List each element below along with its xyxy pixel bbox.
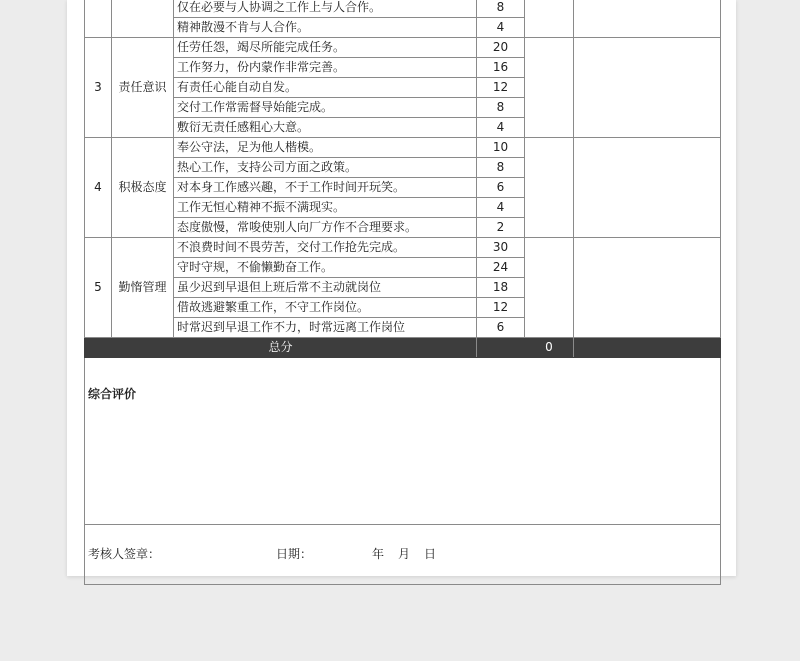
criteria-description-cell: 虽少迟到早退但上班后常不主动就岗位 <box>174 278 477 298</box>
comment-cell[interactable] <box>85 358 721 525</box>
signature-cell[interactable] <box>85 525 721 585</box>
criteria-description-cell: 借故逃避繁重工作，不守工作岗位。 <box>174 298 477 318</box>
date-year-label: 年 <box>372 547 385 561</box>
rating-input-cell[interactable] <box>525 38 574 138</box>
criteria-score-cell: 18 <box>477 278 525 298</box>
criteria-description-cell: 仅在必要与人协调之工作上与人合作。 <box>174 0 477 18</box>
criteria-description-cell: 工作无恒心精神不振不满现实。 <box>174 198 477 218</box>
evaluation-table-body <box>85 0 721 585</box>
reviewer-signature-label: 考核人签章： <box>88 547 161 561</box>
category-cell: 勤惰管理 <box>112 238 174 338</box>
item-number-cell: 4 <box>85 138 112 238</box>
criteria-score-cell: 12 <box>477 298 525 318</box>
remark-input-cell[interactable] <box>574 0 721 38</box>
criteria-description-cell: 热心工作，支持公司方面之政策。 <box>174 158 477 178</box>
criteria-score-cell: 8 <box>477 158 525 178</box>
criteria-score-cell: 8 <box>477 98 525 118</box>
total-value[interactable]: 0 <box>525 338 574 358</box>
comment-label: 综合评价 <box>88 387 137 401</box>
remark-input-cell[interactable] <box>574 38 721 138</box>
criteria-row <box>85 138 721 158</box>
category-cell <box>112 0 174 38</box>
criteria-description-cell: 敷衍无责任感粗心大意。 <box>174 118 477 138</box>
evaluation-table <box>84 0 721 585</box>
signature-row <box>85 525 721 585</box>
criteria-description-cell: 有责任心能自动自发。 <box>174 78 477 98</box>
criteria-score-cell: 6 <box>477 178 525 198</box>
category-cell: 积极态度 <box>112 138 174 238</box>
criteria-row <box>85 38 721 58</box>
criteria-description-cell: 交付工作常需督导始能完成。 <box>174 98 477 118</box>
criteria-score-cell: 12 <box>477 78 525 98</box>
date-month-label: 月 <box>398 547 411 561</box>
criteria-description-cell: 奉公守法，足为他人楷模。 <box>174 138 477 158</box>
criteria-description-cell: 工作努力，份内蒙作非常完善。 <box>174 58 477 78</box>
total-row <box>85 338 721 358</box>
remark-input-cell[interactable] <box>574 138 721 238</box>
comment-row <box>85 358 721 525</box>
item-number-cell: 3 <box>85 38 112 138</box>
total-remark-cell <box>574 338 721 358</box>
criteria-score-cell: 24 <box>477 258 525 278</box>
criteria-score-cell: 10 <box>477 138 525 158</box>
criteria-description-cell: 守时守规，不偷懒勤奋工作。 <box>174 258 477 278</box>
date-label: 日期： <box>276 547 313 561</box>
criteria-description-cell: 对本身工作感兴趣，不于工作时间开玩笑。 <box>174 178 477 198</box>
criteria-row <box>85 0 721 18</box>
criteria-description-cell: 时常迟到早退工作不力，时常远离工作岗位 <box>174 318 477 338</box>
criteria-score-cell: 4 <box>477 118 525 138</box>
criteria-description-cell: 精神散漫不肯与人合作。 <box>174 18 477 38</box>
rating-input-cell[interactable] <box>525 138 574 238</box>
criteria-score-cell: 16 <box>477 58 525 78</box>
criteria-score-cell: 4 <box>477 18 525 38</box>
item-number-cell <box>85 0 112 38</box>
criteria-score-cell: 6 <box>477 318 525 338</box>
criteria-score-cell: 30 <box>477 238 525 258</box>
criteria-description-cell: 不浪费时间不畏劳苦，交付工作抢先完成。 <box>174 238 477 258</box>
date-day-label: 日 <box>424 547 437 561</box>
remark-input-cell[interactable] <box>574 238 721 338</box>
criteria-score-cell: 8 <box>477 0 525 18</box>
item-number-cell: 5 <box>85 238 112 338</box>
category-cell: 责任意识 <box>112 38 174 138</box>
criteria-description-cell: 态度傲慢，常唆使别人向厂方作不合理要求。 <box>174 218 477 238</box>
criteria-description-cell: 任劳任怨，竭尽所能完成任务。 <box>174 38 477 58</box>
total-label: 总分 <box>85 338 477 358</box>
rating-input-cell[interactable] <box>525 0 574 38</box>
criteria-score-cell: 4 <box>477 198 525 218</box>
total-spacer <box>477 338 525 358</box>
rating-input-cell[interactable] <box>525 238 574 338</box>
criteria-row <box>85 238 721 258</box>
criteria-score-cell: 2 <box>477 218 525 238</box>
criteria-score-cell: 20 <box>477 38 525 58</box>
